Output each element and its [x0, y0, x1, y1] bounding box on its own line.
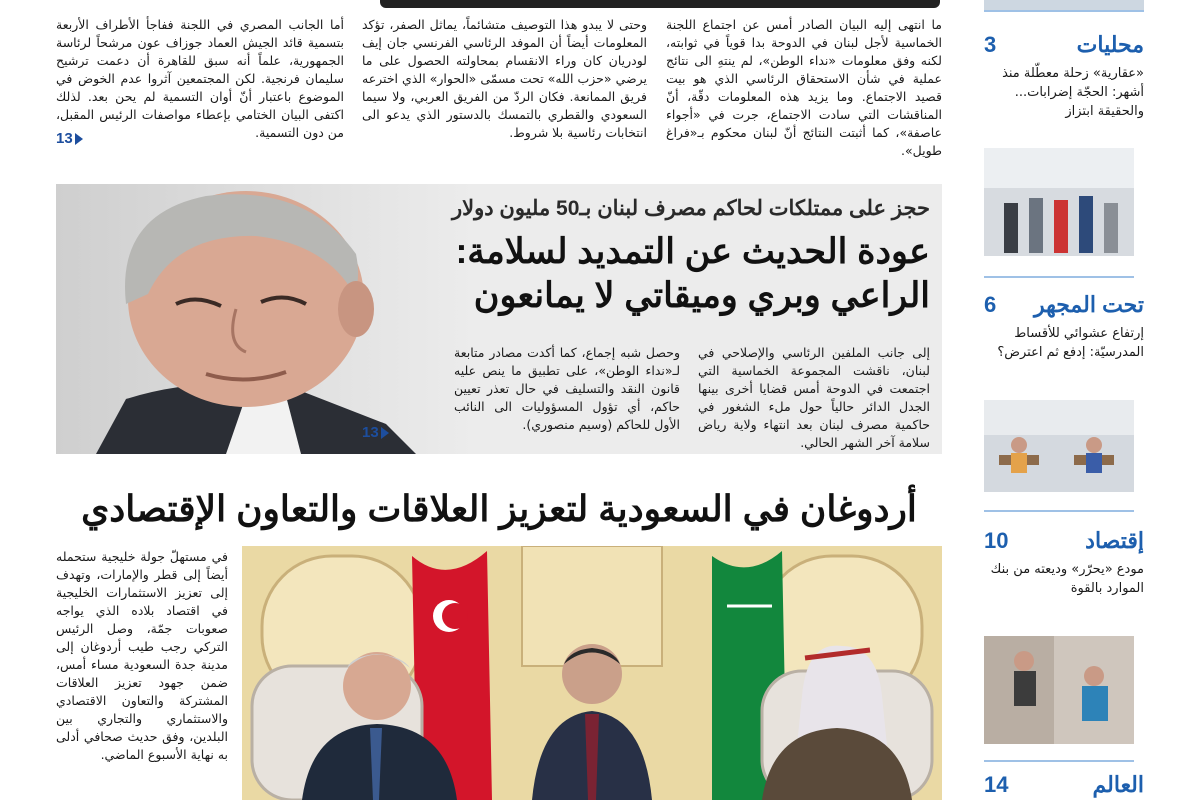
arrow-icon [75, 133, 83, 145]
sidebar-item-local[interactable] [984, 32, 1144, 124]
section-teaser: «عقارية» زحلة معطّلة منذ أشهر: الحجّة إضرابات... والحقيقة ابتزاز [1002, 66, 1144, 119]
sidebar-item-header [984, 292, 1144, 318]
top-headline-remnant [380, 0, 940, 8]
salameh-story [56, 184, 942, 454]
section-name: تحت المجهر [1033, 292, 1144, 317]
section-name: العالم [1092, 772, 1144, 797]
section-page: 10 [984, 528, 1009, 553]
sidebar-item-world[interactable] [984, 772, 1144, 798]
section-divider [984, 276, 1134, 278]
salameh-body-left: وحصل شبه إجماع، كما أكدت مصادر متابعة لـ«نداء الوطن»، على تطبيق ما ينص عليه قانون النقد والتسليف في حال تعذر تعيين حاكم، أي تؤول المسؤوليات الى النائب الأول للحاكم (وسيم منصوري). [454, 345, 680, 432]
sidebar-index [984, 0, 1150, 800]
sidebar-item-header [984, 772, 1144, 798]
erdogan-headline: أردوغان في السعودية لتعزيز العلاقات والتعاون الإقتصادي [81, 488, 917, 529]
section-teaser: إرتفاع عشوائي للأقساط المدرسيّة: إدفع ثم اعترض؟ [997, 326, 1144, 360]
article-column-left: أما الجانب المصري في اللجنة ففاجأ الأطراف الأربعة بتسمية قائد الجيش العماد جوزاف عون مرشحاً لرئاسة الجمهورية، علماً أنه سبق للقاهرة أن دعمت ترشيح سليمان فرنجية. لكن المجتمعين آثروا عدم الخوض في الموضوع باعتبار أنّ أوان التسمية لم يحن بعد. لذلك اكتفى البيان الختامي بإعطاء مواصفات الرئيس المقبل، من دون التسمية. [56, 17, 344, 140]
erdogan-jeddah-meeting-photo [242, 546, 942, 800]
sidebar-item-economy[interactable] [984, 528, 1144, 620]
continued-page-ref[interactable] [362, 424, 389, 441]
section-name: إقتصاد [1085, 528, 1144, 553]
salameh-body-right: إلى جانب الملفين الرئاسي والإصلاحي في لبنان، ناقشت المجموعة الخماسية التي اجتمعت في الدوحة أمس قضايا أخرى بينها الجدل الدائر حالياً حول ملء الشغور في حاكمية مصرف لبنان بعد انتهاء ولاية رياض سلامة آخر الشهر الحالي. [698, 345, 930, 450]
headline-line-2: الراعي وبري وميقاتي لا يمانعون [473, 276, 930, 315]
headline-line-1: عودة الحديث عن التمديد لسلامة: [455, 232, 930, 271]
salameh-headline [455, 230, 930, 318]
section-page: 14 [984, 772, 1009, 797]
salameh-kicker: حجز على ممتلكات لحاكم مصرف لبنان بـ50 مليون دولار [451, 197, 930, 220]
sidebar-item-under-microscope[interactable] [984, 292, 1144, 384]
section-divider [984, 510, 1134, 512]
section-thumbnail [984, 148, 1134, 256]
arrow-icon [381, 427, 389, 439]
sidebar-item-header [984, 528, 1144, 554]
section-thumbnail [984, 636, 1134, 744]
section-page: 3 [984, 32, 997, 57]
sidebar-item-header [984, 32, 1144, 58]
page-ref-number: 13 [362, 424, 379, 441]
page-ref-number: 13 [56, 130, 73, 147]
section-teaser: مودع «يحرّر» وديعته من بنك الموارد بالقوة [990, 562, 1144, 596]
erdogan-body: في مستهلّ جولة خليجية ستحمله أيضاً إلى قطر والإمارات، وتهدف إلى تعزيز الاستثمارات الخليجية في اقتصاد بلاده الذي يواجه صعوبات جمّة، وصل الرئيس التركي رجب طيب أردوغان إلى مدينة جدة السعودية مساء أمس، ضمن جهود تعزيز العلاقات المشتركة والتعاون الاقتصادي والاستثماري والتجاري بين البلدين، وفق حديث صحافي أدلى به نهاية الأسبوع الماضي. [56, 549, 228, 762]
sidebar-top-thumb [984, 0, 1144, 12]
section-thumbnail [984, 400, 1134, 492]
riad-salameh-photo [56, 184, 476, 454]
article-column-middle: وحتى لا يبدو هذا التوصيف متشائماً، يماثل الصفر، تؤكد المعلومات أيضاً أن الموفد الرئاسي الفرنسي جان إيف لودريان كان وراء الانقسام بمحاولته الحصول على ما يرضي «حزب الله» تحت مسمّى «الحوار» الذي اخترعه فريق الممانعة. فكان الردّ من الفريق العربي، ولا سيما السعودي والقطري بالتمسك بالدستور الذي يدعو الى انتخابات رئاسية بلا شروط. [362, 17, 647, 140]
article-column-right: ما انتهى إليه البيان الصادر أمس عن اجتماع اللجنة الخماسية لأجل لبنان في الدوحة بدا قوياً في ثوابته، لكنه وفق معلومات «نداء الوطن»، لم ينتهِ الى نتائج عملية في شأن الاستحقاق الرئاسي الذي هو بيت قصيد الاجتماع. وما يزيد هذه المعلومات دقّة، أنّ المناقشات التي سادت الاجتماع، جرت في «أجواء عاصفة»، كما أثبتت النتائج أنّ لبنان محكوم بـ«فراغ طويل». [666, 17, 942, 158]
section-divider [984, 760, 1134, 762]
section-page: 6 [984, 292, 997, 317]
section-name: محليات [1076, 32, 1144, 57]
continued-page-ref[interactable] [56, 130, 83, 147]
top-article-strip [0, 0, 960, 170]
